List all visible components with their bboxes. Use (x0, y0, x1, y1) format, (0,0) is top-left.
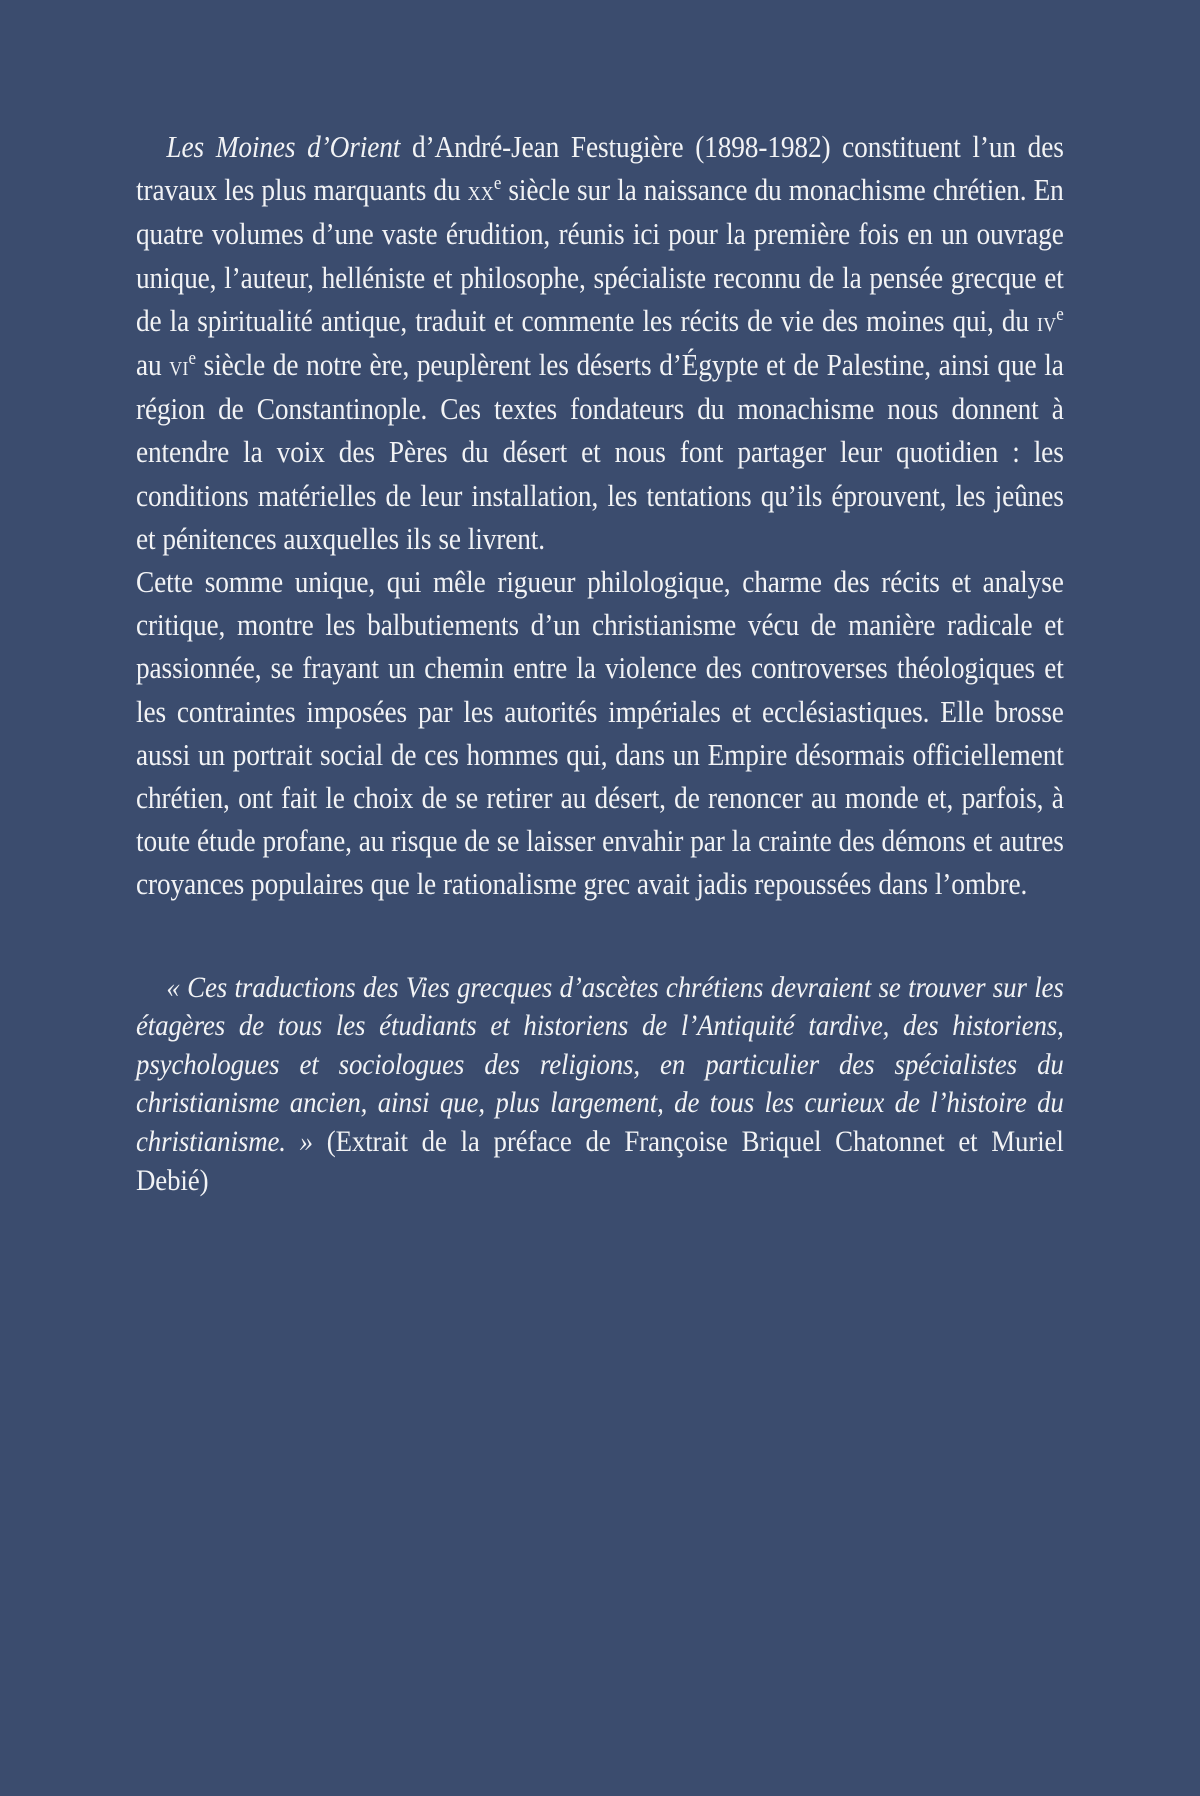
century-twentieth-ordinal: e (493, 173, 502, 195)
century-fourth-ordinal: e (1056, 303, 1064, 325)
paragraph-1-segment-c: au (136, 348, 170, 383)
pull-quote-block (136, 969, 1064, 1201)
pull-quote (136, 969, 1064, 1201)
paragraph-1-segment-b: siècle sur la naissance du monachisme chrétien. En quatre volumes d’une vaste érudition, réunis ici pour la première fois en un ouvrage unique, l’auteur, helléniste et philosophe, spécialiste reconnu de la pensée grecque et de la spiritualité antique, traduit et commente les récits de vie des moines qui, du (136, 173, 1064, 338)
century-twentieth: xx (467, 175, 494, 208)
paragraph-1-segment-d: siècle de notre ère, peuplèrent les déserts d’Égypte et de Palestine, ainsi que la région de Constantinople. Ces textes fondateurs du monachisme nous donnent à entendre la voix des Pères du désert et nous font partager leur quotidien : les conditions matérielles de leur installation, les tentations qu’ils éprouvent, les jeûnes et pénitences auxquelles ils se livrent. (136, 348, 1064, 556)
century-sixth-ordinal: e (188, 347, 196, 369)
blurb-text-column (136, 126, 1064, 1200)
blurb-paragraph-1 (136, 126, 1064, 561)
paragraph-1-segment-a: d’André-Jean Festugière (1898-1982) constituent l’un des travaux les plus marquants du (136, 130, 1064, 208)
century-sixth: vi (169, 350, 189, 383)
blurb-paragraph-2: Cette somme unique, qui mêle rigueur philologique, charme des récits et analyse critique, montre les balbutiements d’un christianisme vécu de manière radicale et passionnée, se frayant un chemin entre la violence des controverses théologiques et les contraintes imposées par les autorités impériales et ecclésiastiques. Elle brosse aussi un portrait social de ces hommes qui, dans un Empire désormais officiellement chrétien, ont fait le choix de se retirer au désert, de renoncer au monde et, parfois, à toute étude profane, au risque de se laisser envahir par la crainte des démons et autres croyances populaires que le rationalisme grec avait jadis repoussées dans l’ombre. (136, 565, 1064, 902)
century-fourth: iv (1037, 305, 1057, 338)
pull-quote-attribution: (Extrait de la préface de Françoise Briquel Chatonnet et Muriel Debié) (136, 1125, 1064, 1197)
book-title: Les Moines d’Orient (166, 130, 401, 164)
pull-quote-text: « Ces traductions des Vies grecques d’ascètes chrétiens devraient se trouver sur les étagères de tous les étudiants et historiens de l’Antiquité tardive, des historiens, psychologues et sociologues des religions, en particulier des spécialistes du christianisme ancien, ainsi que, plus largement, de tous les curieux de l’histoire du christianisme. » (136, 970, 1064, 1159)
